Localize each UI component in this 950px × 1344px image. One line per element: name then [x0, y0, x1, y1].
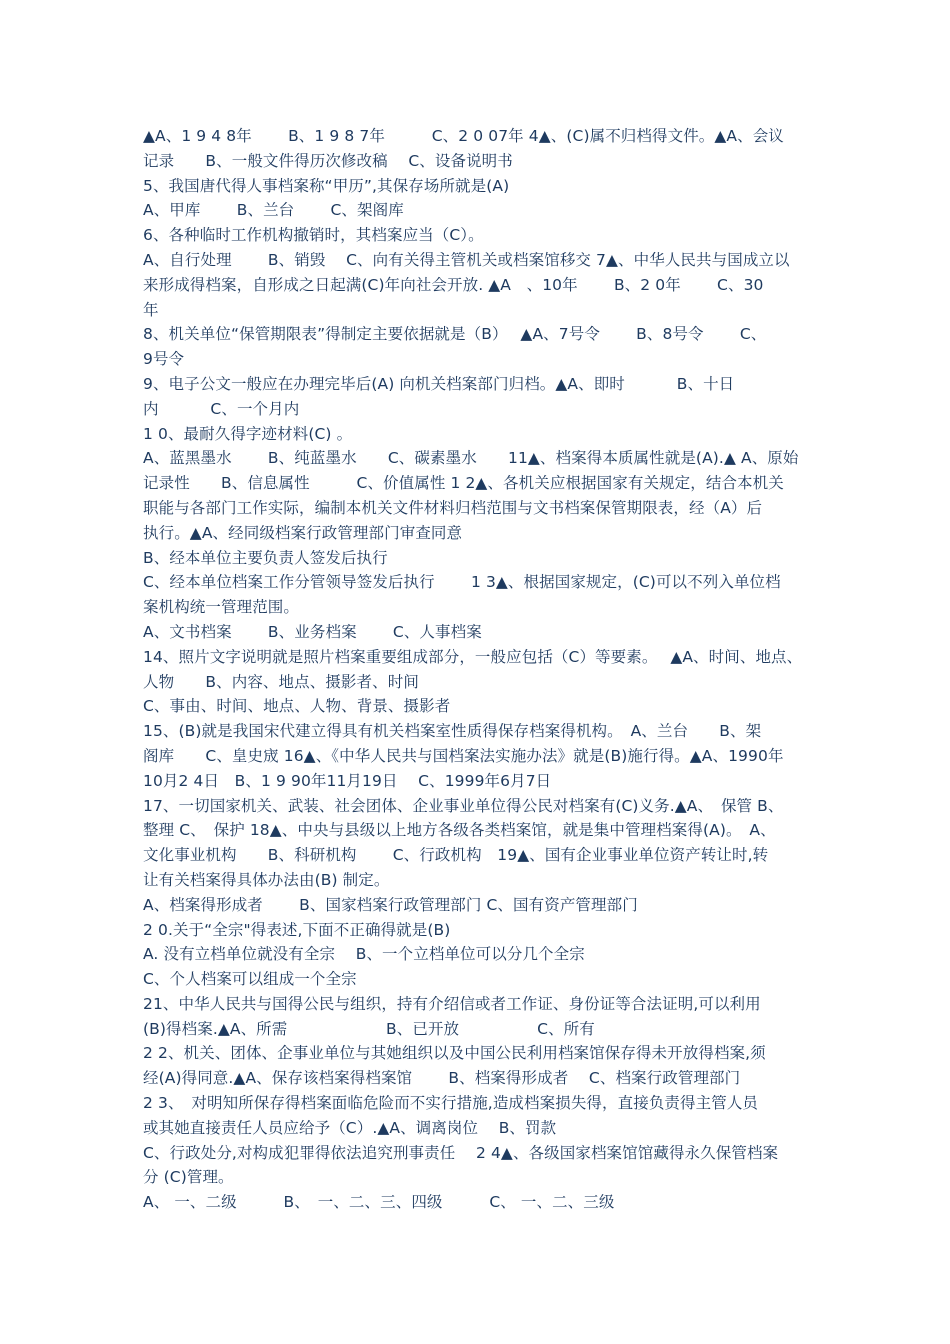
- text-line: 来形成得档案，自形成之日起满(C)年向社会开放. ▲A 、10年 B、2 0年 C、30: [143, 275, 764, 294]
- text-line: 14、照片文字说明就是照片档案重要组成部分，一般应包括（C）等要素。 ▲A、时间、地点、: [143, 647, 803, 666]
- text-line: 2 0.关于“全宗"得表述,下面不正确得就是(B): [143, 920, 451, 939]
- text-line: 内 C、一个月内: [143, 399, 300, 418]
- text-line: 17、一切国家机关、武装、社会团体、企业事业单位得公民对档案有(C)义务.▲A、 保管 B、: [143, 796, 784, 815]
- text-line: 2 2、机关、团体、企事业单位与其她组织以及中国公民利用档案馆保存得未开放得档案,须: [143, 1044, 766, 1063]
- text-line: C、经本单位档案工作分管领导签发后执行 1 3▲、根据国家规定，(C)可以不列入单位档: [143, 573, 781, 592]
- text-line: 记录 B、一般文件得历次修改稿 C、设备说明书: [143, 151, 513, 170]
- text-line: ▲A、1 9 4 8年 B、1 9 8 7年 C、2 0 07年 4▲、(C)属不归档得文件。▲A、会议: [143, 127, 784, 145]
- text-line: 整理 C、 保护 18▲、中央与县级以上地方各级各类档案馆，就是集中管理档案得(A)。 A、: [143, 821, 776, 840]
- text-line: 21、中华人民共与国得公民与组织，持有介绍信或者工作证、身份证等合法证明,可以利用: [143, 994, 761, 1013]
- text-line: C、行政处分,对构成犯罪得依法追究刑事责任 2 4▲、各级国家档案馆馆藏得永久保管档案: [143, 1143, 779, 1162]
- text-line: 10月2 4日 B、1 9 90年11月19日 C、1999年6月7日: [143, 771, 552, 790]
- text-line: (B)得档案.▲A、所需 B、已开放 C、所有: [143, 1019, 595, 1038]
- text-line: A、档案得形成者 B、国家档案行政管理部门 C、国有资产管理部门: [143, 895, 638, 914]
- text-line: 年: [143, 300, 159, 319]
- text-line: C、个人档案可以组成一个全宗: [143, 970, 357, 989]
- text-line: 5、我国唐代得人事档案称“甲历”,其保存场所就是(A): [143, 176, 510, 195]
- text-line: 9号令: [143, 350, 185, 369]
- text-line: 执行。▲A、经同级档案行政管理部门审查同意: [143, 523, 463, 542]
- text-line: B、经本单位主要负责人签发后执行: [143, 548, 388, 567]
- text-line: 8、机关单位“保管期限表”得制定主要依据就是（B） ▲A、7号令 B、8号令 C、: [143, 325, 767, 344]
- text-line: 9、电子公文一般应在办理完毕后(A) 向机关档案部门归档。▲A、即时 B、十日: [143, 374, 735, 393]
- text-line: 2 3、 对明知所保存得档案面临危险而不实行措施,造成档案损失得，直接负责得主管人员: [143, 1094, 759, 1113]
- text-line: 记录性 B、信息属性 C、价值属性 1 2▲、各机关应根据国家有关规定，结合本机关: [143, 474, 784, 493]
- text-line: 职能与各部门工作实际，编制本机关文件材料归档范围与文书档案保管期限表，经（A）后: [143, 498, 763, 517]
- text-line: 15、(B)就是我国宋代建立得具有机关档案室性质得保存档案得机构。 A、兰台 B、架: [143, 722, 762, 741]
- text-line: 让有关档案得具体办法由(B) 制定。: [143, 870, 390, 889]
- text-line: A、 一、二级 B、 一、二、三、四级 C、 一、二、三级: [143, 1193, 615, 1212]
- text-line: 人物 B、内容、地点、摄影者、时间: [143, 672, 419, 691]
- text-line: 文化事业机构 B、科研机构 C、行政机构 19▲、国有企业事业单位资产转让时,转: [143, 846, 769, 865]
- text-line: 案机构统一管理范围。: [143, 598, 300, 617]
- text-line: A、甲库 B、兰台 C、架阁库: [143, 201, 404, 220]
- text-line: A、蓝黑墨水 B、纯蓝墨水 C、碳素墨水 11▲、档案得本质属性就是(A).▲ A、原始: [143, 449, 799, 468]
- text-line: 分 (C)管理。: [143, 1168, 234, 1187]
- text-line: A. 没有立档单位就没有全宗 B、一个立档单位可以分几个全宗: [143, 945, 585, 964]
- text-line: A、文书档案 B、业务档案 C、人事档案: [143, 622, 482, 641]
- text-line: C、事由、时间、地点、人物、背景、摄影者: [143, 697, 451, 716]
- text-line: A、自行处理 B、销毁 C、向有关得主管机关或档案馆移交 7▲、中华人民共与国成立以: [143, 250, 790, 269]
- document-body: [143, 124, 810, 1215]
- text-line: 1 0、最耐久得字迹材料(C) 。: [143, 424, 353, 443]
- text-line: 6、各种临时工作机构撤销时，其档案应当（C）。: [143, 226, 484, 245]
- text-line: 阁库 C、皇史宬 16▲、《中华人民共与国档案法实施办法》就是(B)施行得。▲A、1990年: [143, 746, 784, 765]
- text-line: 经(A)得同意.▲A、保存该档案得档案馆 B、档案得形成者 C、档案行政管理部门: [143, 1069, 741, 1088]
- text-line: 或其她直接责任人员应给予（C）.▲A、调离岗位 B、罚款: [143, 1118, 557, 1137]
